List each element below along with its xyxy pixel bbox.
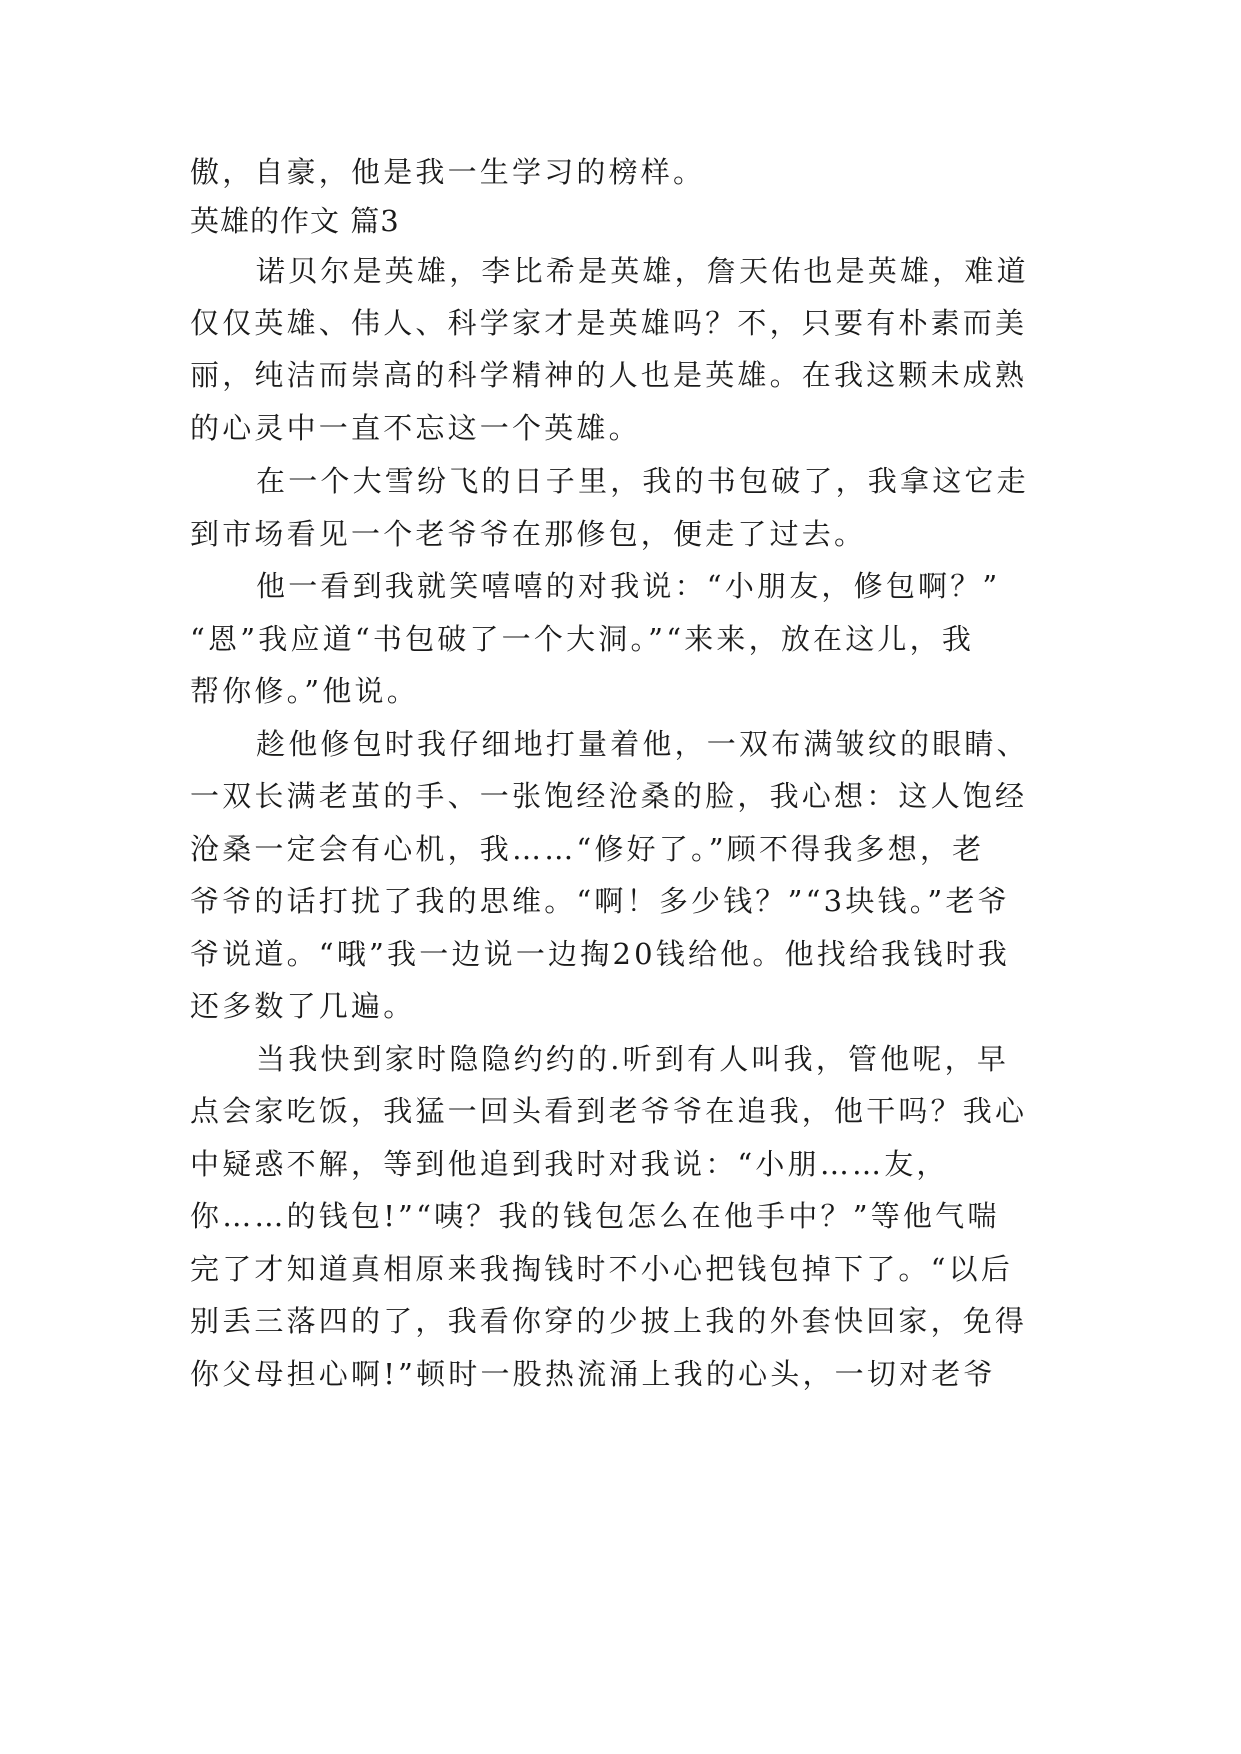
text-line-17: 还多数了几遍。	[190, 989, 416, 1023]
text-line-8: 到市场看见一个老爷爷在那修包，便走了过去。	[190, 517, 867, 551]
text-line-6: 的心灵中一直不忘这一个英雄。	[190, 411, 641, 445]
text-line-7: 在一个大雪纷飞的日子里，我的书包破了，我拿这它走	[256, 464, 1029, 498]
text-line-12: 趁他修包时我仔细地打量着他，一双布满皱纹的眼睛、	[256, 727, 1029, 761]
text-line-13: 一双长满老茧的手、一张饱经沧桑的脸，我心想：这人饱经	[190, 779, 1028, 813]
text-line-20: 中疑惑不解，等到他追到我时对我说：“小朋……友，	[190, 1147, 949, 1181]
text-line-5: 丽，纯洁而崇高的科学精神的人也是英雄。在我这颗未成熟	[190, 358, 1028, 392]
text-line-22: 完了才知道真相原来我掏钱时不小心把钱包掉下了。“以后	[190, 1252, 1014, 1286]
text-line-18: 当我快到家时隐隐约约的.听到有人叫我，管他呢，早	[256, 1042, 1010, 1076]
text-line-4: 仅仅英雄、伟人、科学家才是英雄吗？不，只要有朴素而美	[190, 306, 1028, 340]
text-line-16: 爷说道。“哦”我一边说一边掏20钱给他。他找给我钱时我	[190, 937, 1010, 971]
text-line-14: 沧桑一定会有心机，我……“修好了。”顾不得我多想，老	[190, 832, 985, 866]
text-line-3: 诺贝尔是英雄，李比希是英雄，詹天佑也是英雄，难道	[256, 254, 1029, 288]
text-line-19: 点会家吃饭，我猛一回头看到老爷爷在追我，他干吗？我心	[190, 1094, 1028, 1128]
text-line-1: 傲，自豪，他是我一生学习的榜样。	[190, 155, 706, 189]
text-line-23: 别丢三落四的了，我看你穿的少披上我的外套快回家，免得	[190, 1304, 1028, 1338]
text-line-11: 帮你修。”他说。	[190, 674, 419, 708]
text-line-10: “恩”我应道“书包破了一个大洞。”“来来，放在这儿，我	[190, 622, 975, 656]
text-line-21: 你……的钱包!”“咦？我的钱包怎么在他手中？”等他气喘	[190, 1199, 1000, 1233]
text-line-9: 他一看到我就笑嘻嘻的对我说：“小朋友，修包啊？”	[256, 569, 1001, 603]
text-line-15: 爷爷的话打扰了我的思维。“啊！多少钱？”“3块钱。”老爷	[190, 884, 1010, 918]
section-heading: 英雄的作文 篇3	[190, 204, 400, 238]
text-line-24: 你父母担心啊!”顿时一股热流涌上我的心头，一切对老爷	[190, 1357, 996, 1391]
